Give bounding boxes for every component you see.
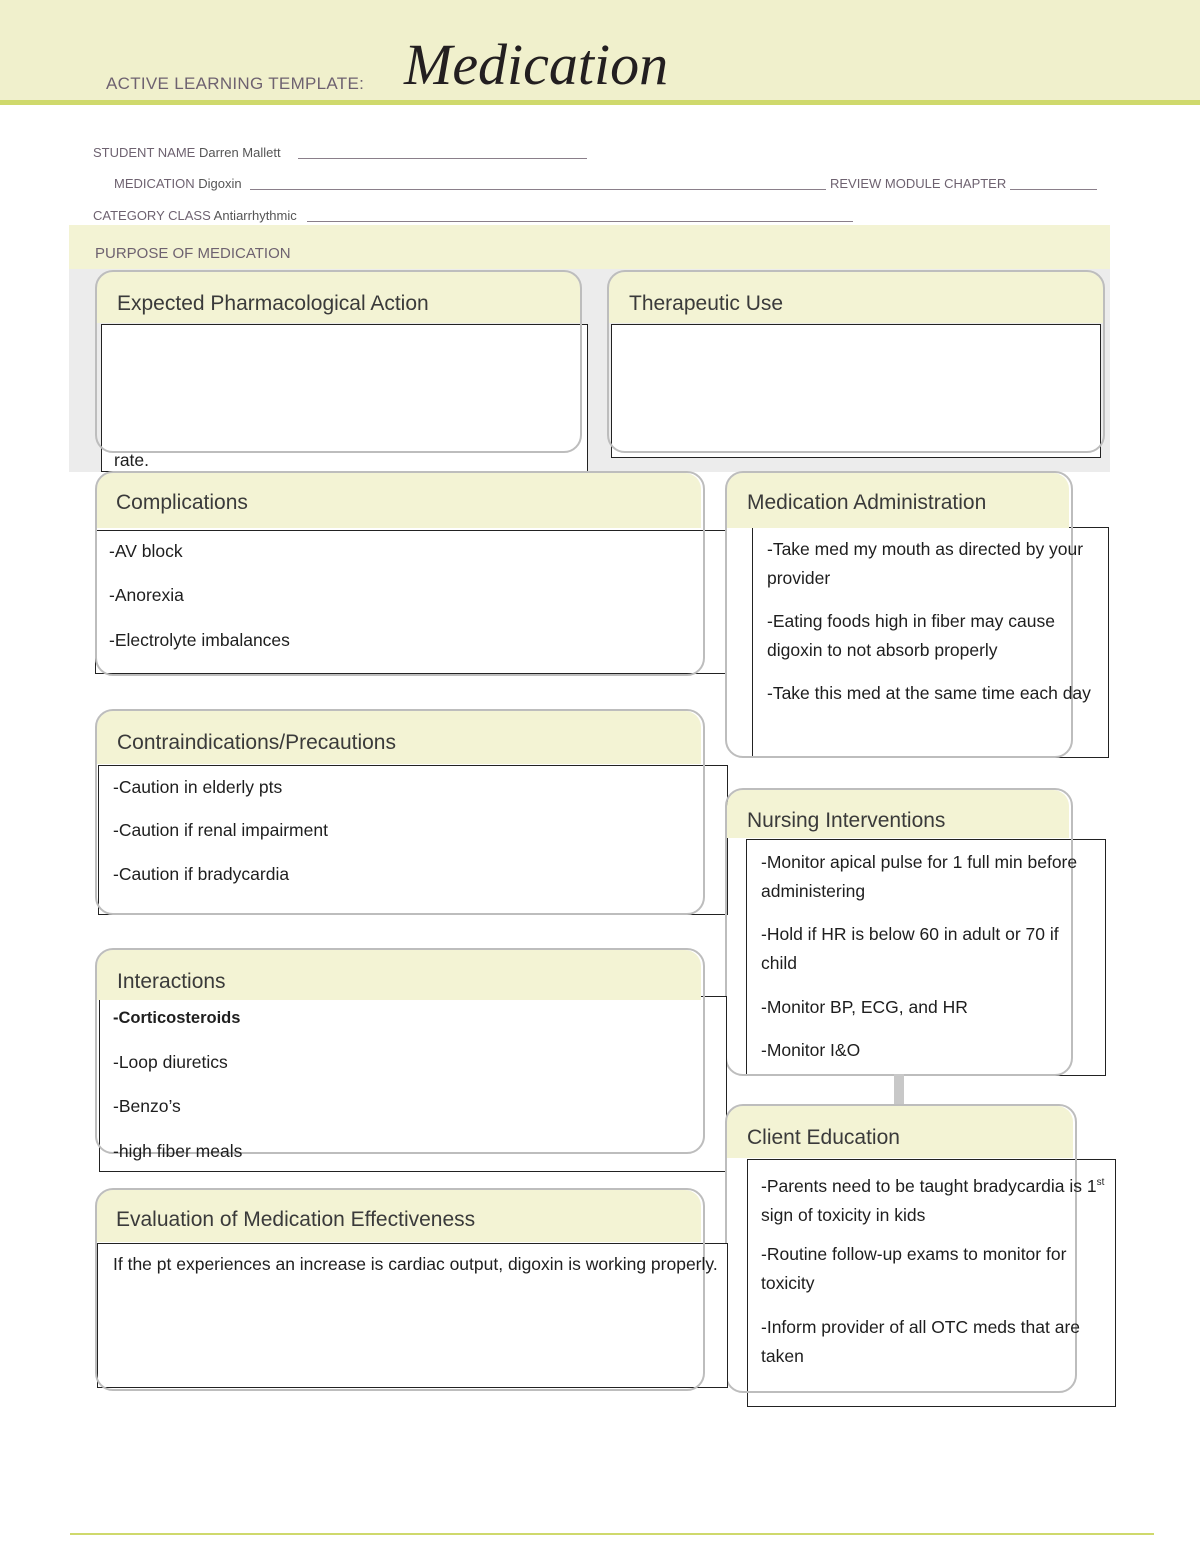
nursing-interventions-heading: Nursing Interventions: [747, 809, 946, 832]
medication-field: [114, 176, 242, 191]
client-education-item-text: -Parents need to be taught bradycardia is 1: [761, 1175, 1097, 1196]
nursing-interventions-item: -Monitor apical pulse for 1 full min before administering: [761, 852, 1078, 901]
client-education-item: -Inform provider of all OTC meds that are taken: [761, 1317, 1080, 1366]
expected-action-overflow-text: rate.: [114, 450, 150, 470]
med-admin-item: -Take med my mouth as directed by your provider: [767, 539, 1084, 588]
contraindications-heading: Contraindications/Precautions: [117, 731, 396, 754]
review-module-underline[interactable]: [1010, 189, 1097, 190]
purpose-label: PURPOSE OF MEDICATION: [95, 245, 291, 262]
review-module-field: [830, 176, 1006, 191]
expected-action-heading: Expected Pharmacological Action: [117, 292, 429, 315]
client-education-item: [761, 1168, 1106, 1230]
student-name-underline: [298, 158, 587, 159]
card-connector: [894, 1074, 904, 1104]
interactions-item: -Corticosteroids: [113, 1009, 241, 1027]
interactions-item: -high fiber meals: [113, 1141, 243, 1161]
client-education-item-text-end: sign of toxicity in kids: [761, 1204, 926, 1225]
medication-value[interactable]: Digoxin: [198, 176, 242, 191]
complications-item: -Electrolyte imbalances: [109, 630, 290, 650]
category-class-value[interactable]: Antiarrhythmic: [213, 208, 297, 223]
category-class-field: [93, 208, 297, 223]
header-divider: [0, 100, 1200, 105]
contraindications-item: -Caution if bradycardia: [113, 864, 290, 884]
footer-divider: [70, 1533, 1154, 1535]
client-education-item: -Routine follow-up exams to monitor for toxicity: [761, 1244, 1067, 1293]
complications-item: -AV block: [109, 541, 183, 561]
med-admin-heading: Medication Administration: [747, 491, 987, 514]
nursing-interventions-item: -Monitor I&O: [761, 1040, 861, 1060]
client-education-superscript: st: [1096, 1177, 1105, 1188]
med-admin-item: -Eating foods high in fiber may cause digoxin to not absorb properly: [767, 611, 1055, 660]
nursing-interventions-item: -Hold if HR is below 60 in adult or 70 if child: [761, 924, 1059, 973]
client-education-heading: Client Education: [747, 1126, 900, 1149]
interactions-item: -Benzo’s: [113, 1096, 181, 1116]
complications-item: -Anorexia: [109, 585, 184, 605]
template-label: ACTIVE LEARNING TEMPLATE:: [106, 74, 365, 93]
evaluation-heading: Evaluation of Medication Effectiveness: [116, 1208, 476, 1231]
student-name-label: STUDENT NAME: [93, 145, 196, 160]
medication-underline: [250, 189, 826, 190]
category-class-label: CATEGORY CLASS: [93, 208, 211, 223]
med-admin-item: -Take this med at the same time each day: [767, 683, 1091, 703]
student-name-value[interactable]: Darren Mallett: [198, 145, 281, 160]
template-title: Medication: [404, 32, 669, 97]
interactions-heading: Interactions: [117, 970, 226, 993]
category-class-underline: [307, 221, 853, 222]
medication-label: MEDICATION: [114, 176, 195, 191]
student-name-field: [93, 145, 281, 160]
nursing-interventions-item: -Monitor BP, ECG, and HR: [761, 997, 968, 1017]
review-module-label: REVIEW MODULE CHAPTER: [830, 176, 1007, 191]
complications-heading: Complications: [116, 491, 248, 514]
contraindications-item: -Caution in elderly pts: [113, 777, 283, 797]
therapeutic-use-heading: Therapeutic Use: [629, 292, 784, 315]
contraindications-item: -Caution if renal impairment: [113, 820, 328, 840]
interactions-item: -Loop diuretics: [113, 1052, 228, 1072]
evaluation-text: If the pt experiences an increase is cardiac output, digoxin is working properly.: [113, 1254, 718, 1274]
